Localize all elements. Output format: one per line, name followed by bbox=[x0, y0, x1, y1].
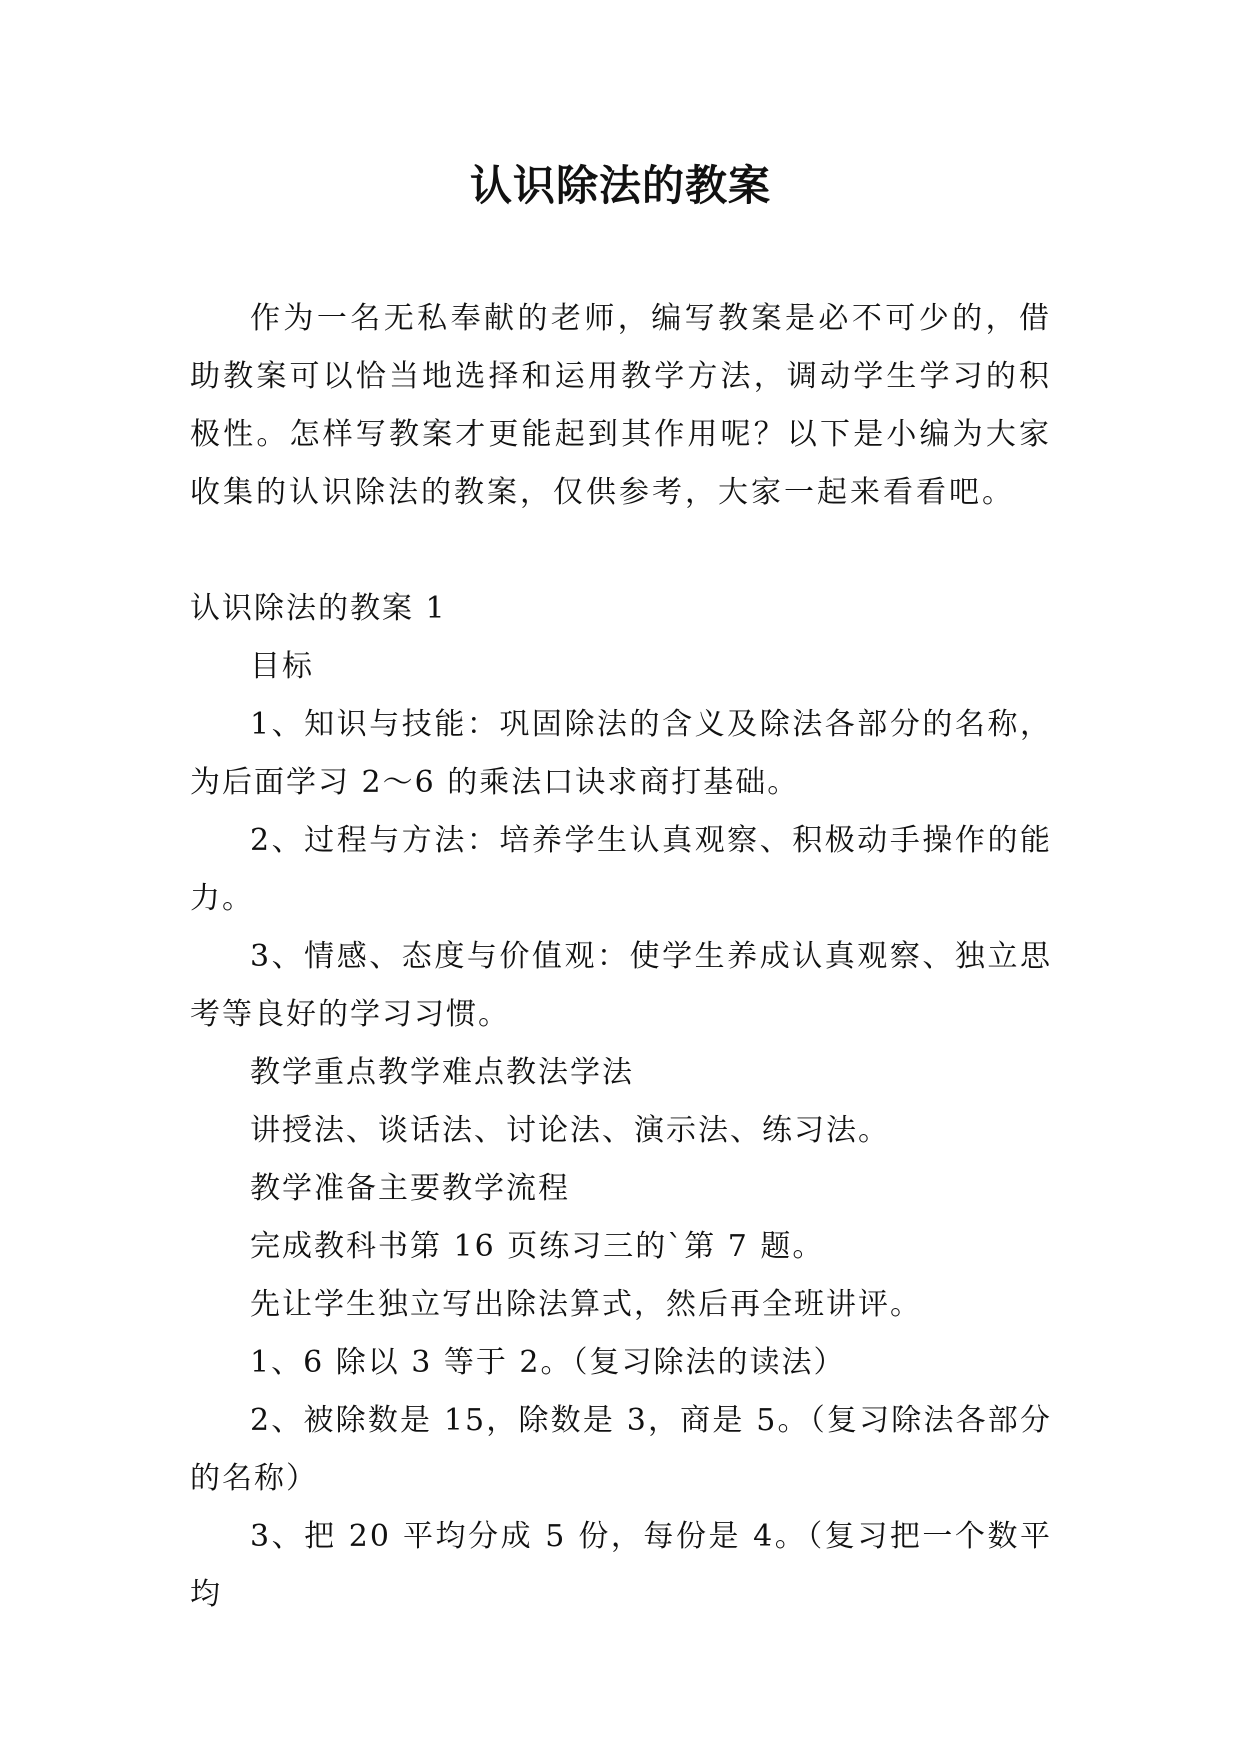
exercise-method: 先让学生独立写出除法算式，然后再全班讲评。 bbox=[250, 1287, 922, 1322]
review-item-2: 2、被除数是 15，除数是 3，商是 5。（复习除法各部分的名称） bbox=[190, 1403, 1052, 1496]
intro-paragraph: 作为一名无私奉献的老师，编写教案是必不可少的，借助教案可以恰当地选择和运用教学方法，调动学生学习的积极性。怎样写教案才更能起到其作用呢？以下是小编为大家收集的认识除法的教案，仅供参考，大家一起来看看吧。 bbox=[190, 301, 1052, 510]
objective-process: 2、过程与方法：培养学生认真观察、积极动手操作的能力。 bbox=[190, 823, 1052, 916]
review-item-1: 1、6 除以 3 等于 2。（复习除法的读法） bbox=[250, 1345, 846, 1380]
objective-attitude: 3、情感、态度与价值观：使学生养成认真观察、独立思考等良好的学习习惯。 bbox=[190, 939, 1052, 1032]
teaching-methods: 讲授法、谈话法、讨论法、演示法、练习法。 bbox=[250, 1113, 890, 1148]
preparation-heading: 教学准备主要教学流程 bbox=[250, 1171, 570, 1206]
section-heading: 认识除法的教案 1 bbox=[190, 591, 447, 626]
exercise-instruction: 完成教科书第 16 页练习三的`第 7 题。 bbox=[250, 1229, 825, 1264]
document-title: 认识除法的教案 bbox=[469, 161, 771, 210]
lesson-plan-content bbox=[190, 580, 1052, 1624]
review-item-3: 3、把 20 平均分成 5 份，每份是 4。（复习把一个数平均 bbox=[190, 1519, 1052, 1612]
objectives-heading: 目标 bbox=[250, 649, 314, 684]
objective-knowledge: 1、知识与技能：巩固除法的含义及除法各部分的名称，为后面学习 2～6 的乘法口诀求商打基础。 bbox=[190, 707, 1052, 800]
key-points-heading: 教学重点教学难点教法学法 bbox=[250, 1055, 634, 1090]
